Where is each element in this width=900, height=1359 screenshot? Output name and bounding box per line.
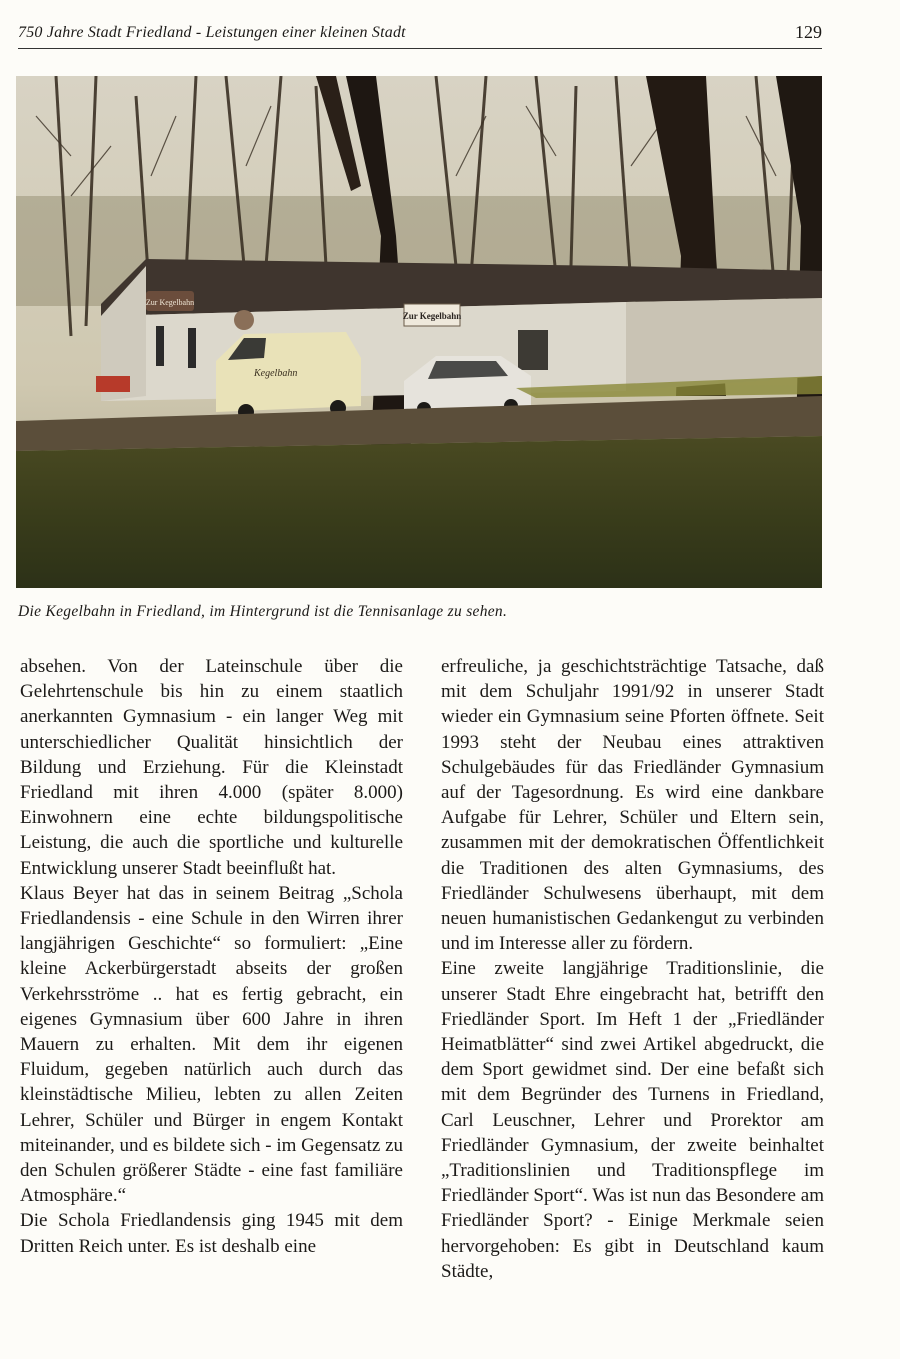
- paragraph: absehen. Von der Lateinschule über die Gelehrtenschule bis hin zu einem staatlich anerkannten Gymnasium - ein langer Weg mit unterschiedlicher Qualität hinsichtlich der Bildung und Erziehung. Für die Kleinstadt Friedland mit ihren 4.000 (später 8.000) Einwohnern eine echte bildungspolitische Leistung, die auch die sportliche und kulturelle Entwicklung unserer Stadt beeinflußt hat.: [20, 656, 403, 879]
- text-column-right: [441, 654, 824, 1284]
- running-title: 750 Jahre Stadt Friedland - Leistungen einer kleinen Stadt: [18, 24, 406, 41]
- photo-caption: Die Kegelbahn in Friedland, im Hintergrund ist die Tennisanlage zu sehen.: [18, 603, 508, 620]
- running-header: [18, 22, 822, 49]
- paragraph: Klaus Beyer hat das in seinem Beitrag „Schola Friedlandensis - eine Schule in den Wirren ihrer langjährigen Geschichte“ so formuliert: „Eine kleine Ackerbürgerstadt abseits der großen Verkehrsströme .. hat es fertig gebracht, ein eigenes Gymnasium über 600 Jahre in ihren Mauern zu erhalten. Mit dem ihr eigenen Fluidum, gegeben natürlich auch durch das kleinstädtische Milieu, lebten zu allen Zeiten Lehrer, Schüler und Bürger in engem Kontakt miteinander, und es bildete sich - im Gegensatz zu den Schulen größerer Städte - eine fast familiäre Atmosphäre.“: [20, 882, 403, 1207]
- text-column-left: [20, 654, 403, 1259]
- photo-kegelbahn: [16, 76, 822, 588]
- page-number: 129: [795, 22, 822, 42]
- paragraph: erfreuliche, ja geschichtsträchtige Tatsache, daß mit dem Schuljahr 1991/92 in unserer Stadt wieder ein Gymnasium seine Pforten öffnete. Seit 1993 steht der Neubau eines attraktiven Schulgebäudes für das Friedländer Gymnasium auf der Tagesordnung. Es wird eine dankbare Aufgabe für Lehrer, Schüler und Eltern sein, zusammen mit der demokratischen Öffentlichkeit die Traditionen des alten Gymnasiums, des Friedländer Schulwesens überhaupt, mit dem neuen humanistischen Gedankengut zu verbinden und im Interesse aller zu fördern.: [441, 656, 824, 955]
- paragraph: Eine zweite langjährige Traditionslinie, die unserer Stadt Ehre eingebracht hat, betrifft den Friedländer Sport. Im Heft 1 der „Friedländer Heimatblätter“ sind zwei Artikel abgedruckt, die dem Sport gewidmet sind. Der eine befaßt sich mit dem Begründer des Turnens in Friedland, Carl Leuschner, Lehrer und Prorektor am Friedländer Gymnasium, der zweite beinhaltet „Traditionslinien und Traditionspflege im Friedländer Sport“. Was ist nun das Besondere am Friedländer Sport? - Einige Merkmale seien hervorgehoben: Es gibt in Deutschland kaum Städte,: [441, 958, 824, 1282]
- paragraph: Die Schola Friedlandensis ging 1945 mit dem Dritten Reich unter. Es ist deshalb eine: [20, 1210, 403, 1257]
- sign-left-text: Zur Kegelbahn: [145, 298, 195, 307]
- van-lettering: Kegelbahn: [254, 368, 298, 379]
- sign-right-text: Zur Kegelbahn: [402, 311, 462, 321]
